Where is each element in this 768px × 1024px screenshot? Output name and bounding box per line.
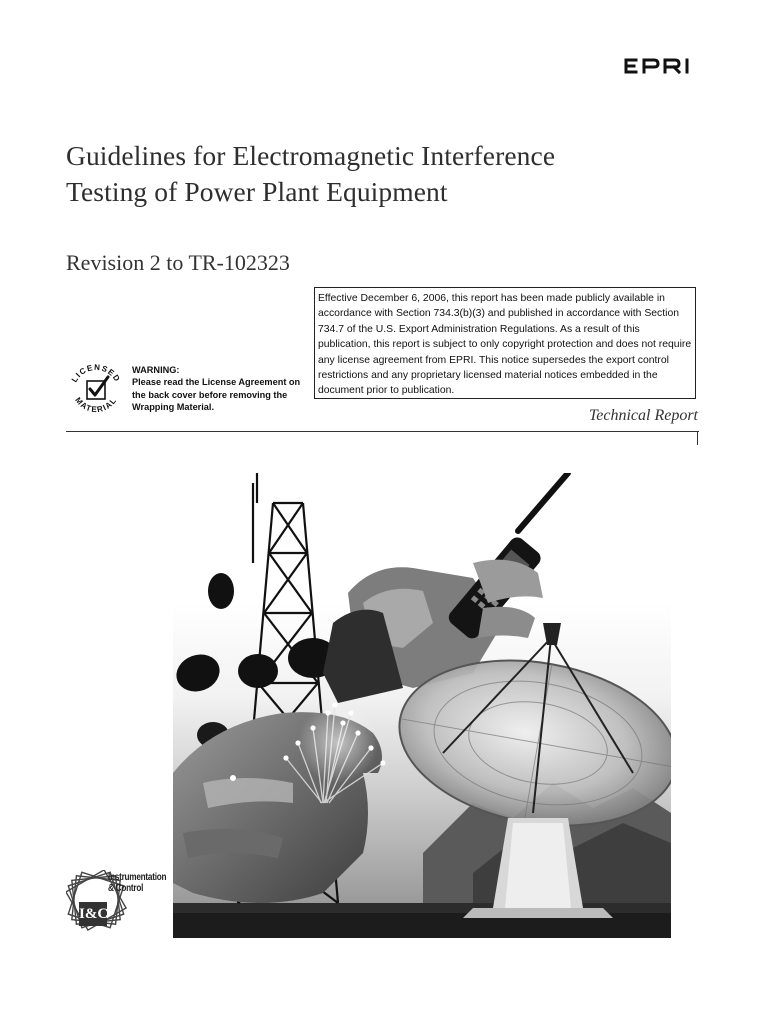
warning-heading: WARNING:: [132, 365, 180, 375]
report-title-line2: Testing of Power Plant Equipment: [66, 176, 448, 207]
epri-logo: [622, 56, 698, 76]
program-line2: & Control: [108, 883, 144, 894]
warning-body: Please read the License Agreement on the back cover before removing the Wrapping Material.: [132, 377, 301, 413]
seal-top-text: LICENSED: [69, 362, 123, 384]
report-title: [66, 138, 555, 210]
instrumentation-control-logo: [66, 870, 166, 940]
licensed-material-seal-icon: [64, 358, 128, 422]
header-divider-tick: [697, 431, 698, 445]
report-type-label: Technical Report: [588, 407, 698, 424]
cover-photo-collage: [173, 473, 671, 938]
epri-logo-mark: [622, 56, 698, 76]
seal-bottom-text: MATERIAL: [73, 395, 119, 415]
export-notice-box: [314, 287, 696, 399]
header-divider: [66, 431, 699, 432]
program-name: [108, 872, 166, 894]
program-mark: I&C: [79, 902, 107, 926]
export-notice-text: Effective December 6, 2006, this report has been made publicly available in accordance with Section 734.3(b)(3) and published in accordance with Section 734.7 of the U.S. Export Administration Regulations. As a result of this publication, this report is subject to only copyright protection and does not require any license agreement from EPRI. This notice supersedes the export control restrictions and any proprietary licensed material notices embedded in the document prior to publication.: [318, 293, 692, 397]
report-title-line1: Guidelines for Electromagnetic Interference: [66, 140, 556, 171]
report-subtitle: Revision 2 to TR-102323: [66, 250, 290, 275]
program-line1: Instrumentation: [108, 872, 167, 883]
license-warning: [132, 364, 310, 414]
